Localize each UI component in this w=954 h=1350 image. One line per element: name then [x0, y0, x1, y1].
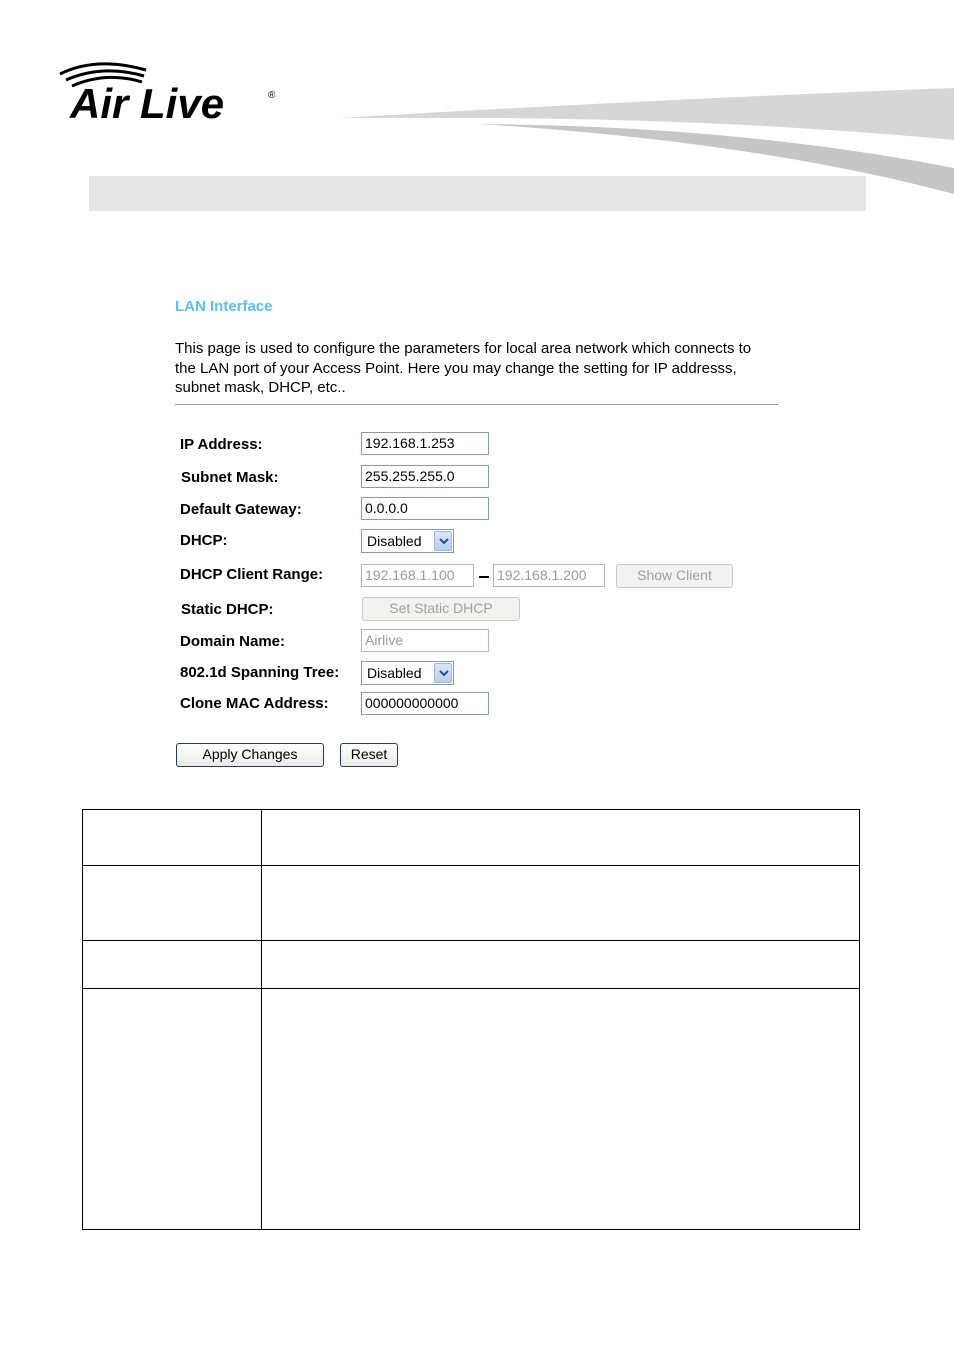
- subnet-mask-input[interactable]: 255.255.255.0: [361, 465, 489, 488]
- table-row-divider: [83, 940, 859, 941]
- dhcp-select[interactable]: [361, 529, 454, 553]
- dhcp-range-end-input[interactable]: 192.168.1.200: [493, 564, 605, 587]
- domain-name-input[interactable]: Airlive: [361, 629, 489, 652]
- default-gateway-label: Default Gateway:: [180, 501, 302, 518]
- dhcp-label: DHCP:: [180, 532, 228, 549]
- airlive-logo: [56, 58, 286, 128]
- show-client-button[interactable]: Show Client: [616, 564, 733, 588]
- clone-mac-label: Clone MAC Address:: [180, 695, 329, 712]
- spanning-tree-select-value: Disabled: [367, 665, 422, 681]
- table-row-divider: [83, 865, 859, 866]
- subnet-mask-label: Subnet Mask:: [181, 469, 279, 486]
- chevron-down-icon[interactable]: [434, 663, 452, 683]
- chevron-down-icon[interactable]: [434, 531, 452, 551]
- range-dash: [479, 576, 489, 578]
- dhcp-select-value: Disabled: [367, 533, 422, 549]
- page-description: This page is used to configure the parameters for local area network which connects to the LAN port of your Access Point. Here you may change the setting for IP addresss, subnet mask, DHCP, etc..: [175, 340, 752, 396]
- domain-name-label: Domain Name:: [180, 633, 286, 650]
- spanning-tree-select[interactable]: [361, 661, 454, 685]
- dhcp-range-start-input[interactable]: 192.168.1.100: [361, 564, 474, 587]
- page-title: LAN Interface: [175, 298, 273, 315]
- spanning-tree-label: 802.1d Spanning Tree:: [180, 664, 340, 681]
- table-column-divider: [261, 810, 262, 1229]
- set-static-dhcp-button[interactable]: Set Static DHCP: [362, 597, 520, 621]
- description-table: [82, 809, 860, 1230]
- apply-changes-button[interactable]: Apply Changes: [176, 743, 324, 767]
- svg-text:®: ®: [268, 90, 276, 101]
- table-row-divider: [83, 988, 859, 989]
- dhcp-client-range-label: DHCP Client Range:: [180, 566, 324, 583]
- logo-text: Air Live: [70, 80, 225, 127]
- ip-address-label: IP Address:: [180, 436, 263, 453]
- ip-address-input[interactable]: 192.168.1.253: [361, 432, 489, 455]
- section-header-band: [89, 176, 866, 211]
- clone-mac-input[interactable]: 000000000000: [361, 692, 489, 715]
- reset-button[interactable]: Reset: [340, 743, 398, 767]
- static-dhcp-label: Static DHCP:: [181, 601, 274, 618]
- default-gateway-input[interactable]: 0.0.0.0: [361, 497, 489, 520]
- divider: [175, 404, 778, 405]
